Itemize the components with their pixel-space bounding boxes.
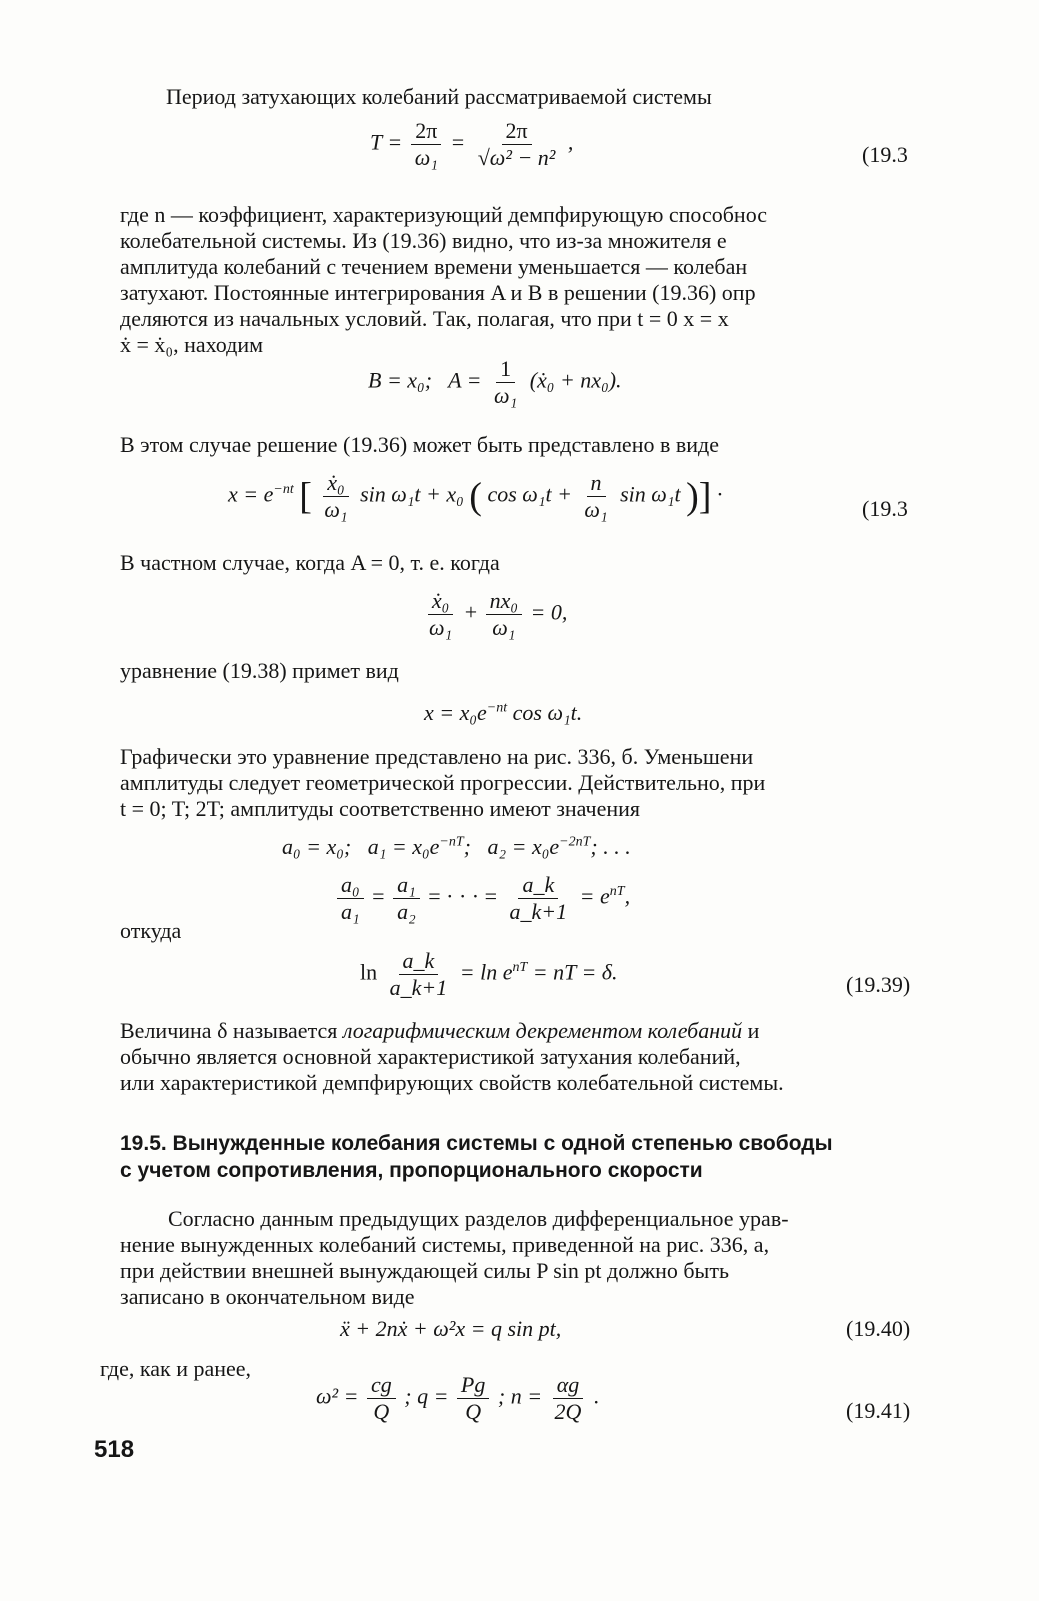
equation-19-37 <box>370 118 573 171</box>
frac-den: Q <box>465 1399 482 1424</box>
eq-term: . <box>593 1383 600 1409</box>
exponent: −2nT <box>559 834 591 850</box>
eq-term: ; <box>463 834 471 859</box>
frac-num: a_k <box>518 872 558 899</box>
text-run: Величина δ называется <box>120 1018 343 1043</box>
bracket: ] <box>698 475 712 518</box>
paragraph-equation-takes <box>120 658 920 684</box>
equation-number: (19.41) <box>846 1398 911 1423</box>
eq-term: cos ω₁t + <box>487 481 572 507</box>
section-heading <box>120 1130 920 1184</box>
fraction <box>320 470 351 523</box>
frac-num: αg <box>553 1372 584 1399</box>
frac-num: 1 <box>496 356 515 383</box>
eq-term: B = x₀; <box>368 367 433 393</box>
equation-constants <box>368 356 622 409</box>
frac-num: a₀ <box>337 872 364 899</box>
frac-den: √ω² − n² <box>477 145 556 170</box>
text-run: и <box>742 1018 760 1043</box>
text-line: деляются из начальных условий. Так, полагая, что при t = 0 x = x <box>120 306 729 331</box>
fraction <box>580 470 611 523</box>
paragraph-special-case <box>120 550 920 576</box>
text-line: уравнение (19.38) примет вид <box>120 658 399 683</box>
fraction <box>490 356 521 409</box>
text-line: амплитуда колебаний с течением времени уменьшается — колебан <box>120 254 748 279</box>
equation-19-40: ẍ + 2nẋ + ω²x = q sin pt, <box>340 1316 562 1341</box>
eq-term: T = <box>370 129 403 155</box>
paragraph-solution <box>120 432 920 458</box>
text-line: ẋ = ẋ₀, находим <box>120 332 264 357</box>
frac-den: 2Q <box>554 1399 582 1424</box>
text-line: t = 0; T; 2T; амплитуды соответственно имеют значения <box>120 796 641 821</box>
paren: ( <box>469 475 482 518</box>
eq-term: cos ω₁t. <box>512 700 583 725</box>
eq-term: x = x₀e <box>424 700 487 725</box>
fraction <box>393 872 420 925</box>
eq-term: a₂ = x₀e <box>487 834 560 859</box>
eq-term: = e <box>579 883 610 909</box>
eq-term: , <box>624 883 631 909</box>
eq-term: = <box>372 883 385 909</box>
paragraph-graphical <box>120 744 920 822</box>
heading-line: 19.5. Вынужденные колебания системы с одной степенью свободы <box>120 1132 833 1155</box>
text-line: Период затухающих колебаний рассматриваемой системы <box>166 84 712 109</box>
frac-den: Q <box>373 1399 390 1424</box>
fraction <box>457 1372 489 1425</box>
exponent: nT <box>512 960 528 976</box>
equation-19-41 <box>316 1372 599 1425</box>
text-line: где n — коэффициент, характеризующий демпфирующую способнос <box>120 202 768 227</box>
text-line: затухают. Постоянные интегрирования A и B в решении (19.36) опр <box>120 280 756 305</box>
eq-term: ; n = <box>497 1383 543 1409</box>
text-line: обычно является основной характеристикой затухания колебаний, <box>120 1044 741 1069</box>
text-line <box>120 1018 920 1044</box>
frac-den: ω₁ <box>414 145 438 170</box>
eq-term: = · · · = <box>428 883 498 909</box>
frac-num: cg <box>367 1372 396 1399</box>
page-number: 518 <box>94 1436 135 1463</box>
fraction <box>551 1372 586 1425</box>
frac-num: ẋ₀ <box>323 470 348 497</box>
paragraph-damping <box>120 202 920 358</box>
eq-term: a₀ = x₀; <box>282 834 352 859</box>
bracket: [ <box>299 475 312 518</box>
exponent: −nt <box>486 700 508 716</box>
eq-term: = nT = δ. <box>532 959 618 985</box>
frac-den: ω₁ <box>494 383 518 408</box>
paren: ) <box>686 475 699 518</box>
fraction <box>506 872 572 925</box>
eq-term: ; . . . <box>590 834 631 859</box>
frac-den: a_k+1 <box>509 899 568 924</box>
text-line: В частном случае, когда A = 0, т. е. когда <box>120 550 500 575</box>
eq-term: ω² = <box>316 1383 359 1409</box>
fraction <box>425 588 456 641</box>
text-line: при действии внешней вынуждающей силы P sin pt должно быть <box>120 1258 729 1283</box>
eq-term: ; q = <box>404 1383 449 1409</box>
frac-den: ω₁ <box>492 615 516 640</box>
equation-19-38 <box>228 470 722 523</box>
fraction <box>474 118 560 171</box>
equation-number: (19.3 <box>862 142 908 167</box>
equation-number: (19.39) <box>846 972 911 997</box>
eq-term: = ln e <box>459 959 513 985</box>
frac-num: nx₀ <box>486 588 522 615</box>
frac-den: a₁ <box>341 899 360 924</box>
eq-term: · <box>716 481 723 507</box>
term-italic: логарифмическим декрементом колебаний <box>342 1018 743 1043</box>
paragraph-log-decrement <box>120 1018 920 1096</box>
fraction <box>386 948 452 1001</box>
eq-term: sin ω₁t <box>620 481 681 507</box>
eq-term: + <box>464 599 478 625</box>
frac-num: Pg <box>457 1372 489 1399</box>
eq-term: x = e <box>228 481 274 507</box>
equation-simple <box>424 700 582 726</box>
text-line: Графически это уравнение представлено на рис. 336, б. Уменьшени <box>120 744 754 769</box>
equation-ratio <box>334 872 630 925</box>
equation-number: (19.40) <box>846 1316 911 1341</box>
text-line: или характеристикой демпфирующих свойств колебательной системы. <box>120 1070 784 1095</box>
paragraph-period <box>166 84 926 110</box>
fraction <box>486 588 522 641</box>
word-gde: где, как и ранее, <box>100 1356 252 1381</box>
eq-term: a₁ = x₀e <box>367 834 440 859</box>
text-line: Согласно данным предыдущих разделов дифференциальное урав- <box>168 1206 789 1231</box>
exponent: nT <box>609 884 625 900</box>
frac-den: a_k+1 <box>389 975 448 1000</box>
fraction <box>337 872 364 925</box>
exponent: −nT <box>439 834 464 850</box>
eq-term: (ẋ₀ + nx₀). <box>529 367 622 393</box>
frac-den: ω₁ <box>429 615 453 640</box>
text-line: нение вынужденных колебаний системы, приведенной на рис. 336, а, <box>120 1232 770 1257</box>
paragraph-forced <box>120 1206 920 1310</box>
heading-line: с учетом сопротивления, пропорционального скорости <box>120 1159 703 1182</box>
equation-condition <box>422 588 567 641</box>
equation-number: (19.3 <box>862 496 908 521</box>
frac-num: ẋ₀ <box>428 588 453 615</box>
fraction <box>367 1372 396 1425</box>
text-line: записано в окончательном виде <box>120 1284 415 1309</box>
eq-term: A = <box>448 367 482 393</box>
frac-num: 2π <box>502 118 532 145</box>
eq-term: , <box>567 129 574 155</box>
eq-term: sin ω₁t + x₀ <box>360 481 464 507</box>
text-line: В этом случае решение (19.36) может быть представлено в виде <box>120 432 719 457</box>
eq-term: ln <box>360 959 378 985</box>
eq-term: = <box>450 129 466 155</box>
text-line: колебательной системы. Из (19.36) видно, что из-за множителя e <box>120 228 727 253</box>
frac-num: a_k <box>399 948 439 975</box>
frac-den: a₂ <box>397 899 416 924</box>
text-line: амплитуды следует геометрической прогрессии. Действительно, при <box>120 770 766 795</box>
equation-19-39 <box>360 948 618 1001</box>
exponent: −nt <box>273 482 294 498</box>
word-otkuda: откуда <box>120 918 182 943</box>
fraction <box>411 118 442 171</box>
frac-num: 2π <box>411 118 441 145</box>
equation-amplitudes <box>282 834 631 860</box>
frac-den: ω₁ <box>324 497 348 522</box>
frac-den: ω₁ <box>584 497 608 522</box>
eq-term: = 0, <box>530 599 568 625</box>
frac-num: n <box>587 470 606 497</box>
frac-num: a₁ <box>393 872 420 899</box>
